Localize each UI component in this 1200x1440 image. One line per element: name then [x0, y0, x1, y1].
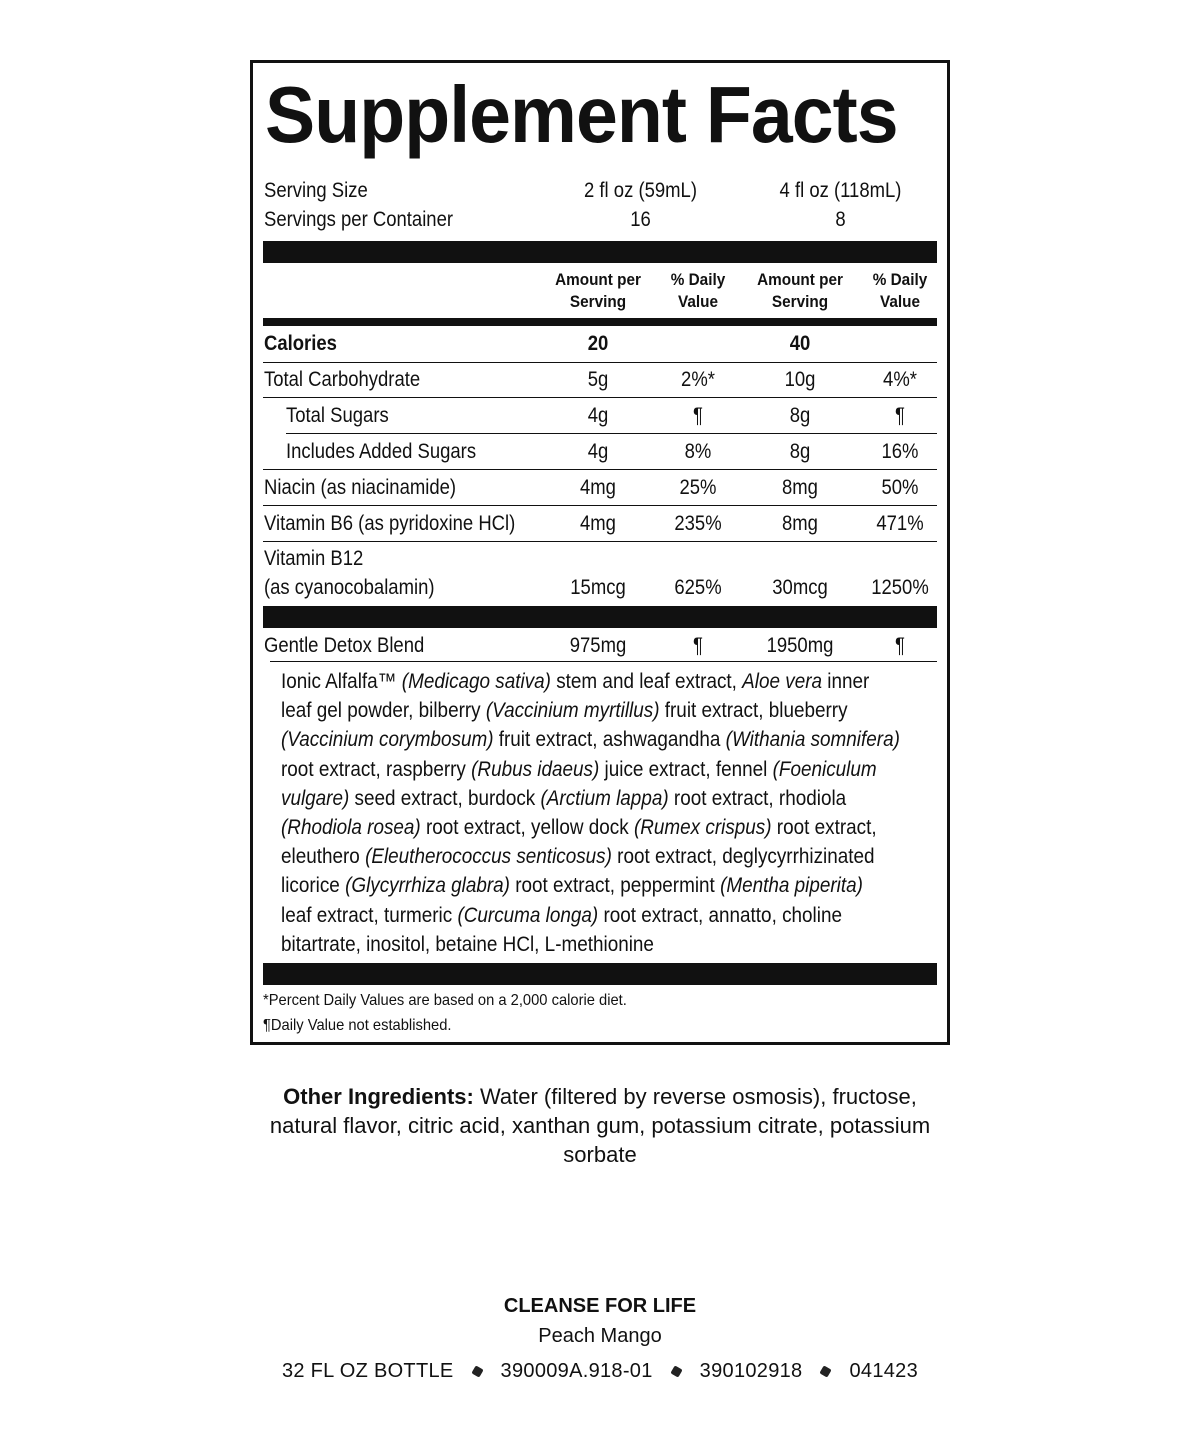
blend-name: Gentle Detox Blend [264, 634, 425, 657]
blend-line: bitartrate, inositol, betaine HCl, L-methionine [281, 932, 654, 956]
row-dv-1: ¶ [693, 404, 703, 427]
row-name: Vitamin B12 [264, 547, 364, 570]
product-meta [0, 1358, 1200, 1384]
bottle-size: 32 FL OZ BOTTLE [281, 1360, 454, 1382]
blend-line: vulgare) seed extract, burdock (Arctium lappa) root extract, rhodiola [281, 786, 847, 810]
row-amount-2: 8g [789, 404, 811, 427]
blend-line: (Rhodiola rosea) root extract, yellow dock (Rumex crispus) root extract, [281, 816, 877, 840]
blend-ingredients [281, 667, 929, 959]
blend-dv-1: ¶ [693, 634, 703, 657]
row-name: Total Sugars [286, 404, 389, 427]
header-divider [263, 318, 937, 326]
blend-line: leaf gel powder, bilberry (Vaccinium myrtillus) fruit extract, blueberry [281, 699, 848, 723]
row-divider [286, 433, 937, 434]
col-dv-1: % Daily Value [670, 270, 726, 311]
other-ingredients-label: Other Ingredients: [283, 1084, 474, 1109]
row-amount-1: 4g [587, 440, 609, 463]
product-code: 390009A.918-01 [500, 1360, 653, 1382]
row-name: Total Carbohydrate [264, 368, 421, 391]
separator-dot-icon [670, 1366, 682, 1378]
row-name-line2: (as cyanocobalamin) [264, 576, 435, 599]
blend-line: eleuthero (Eleutherococcus senticosus) root extract, deglycyrrhizinated [281, 845, 875, 869]
supplement-facts-panel [250, 60, 950, 1045]
footnote-not-established: ¶Daily Value not established. [263, 1017, 452, 1034]
col-amount-1: Amount per Serving [555, 270, 641, 311]
row-amount-2: 30mcg [772, 576, 828, 599]
row-divider [270, 661, 937, 662]
row-amount-2: 40 [789, 332, 811, 355]
row-amount-1: 4mg [580, 476, 616, 499]
separator-dot-icon [820, 1366, 832, 1378]
thick-divider [263, 606, 937, 628]
blend-line: Ionic Alfalfa™ (Medicago sativa) stem and leaf extract, Aloe vera inner [281, 670, 870, 693]
separator-dot-icon [471, 1366, 483, 1378]
other-ingredients [260, 1082, 940, 1169]
servings-per-container-1: 16 [630, 208, 651, 231]
product-flavor: Peach Mango [538, 1325, 662, 1347]
col-amount-2: Amount per Serving [757, 270, 843, 311]
thick-divider [263, 963, 937, 985]
row-name: Calories [264, 332, 337, 355]
row-name: Vitamin B6 (as pyridoxine HCl) [264, 512, 516, 535]
row-dv-2: 50% [881, 476, 919, 499]
serving-size-2: 4 fl oz (118mL) [779, 179, 902, 202]
row-amount-2: 8g [789, 440, 811, 463]
row-dv-1: 625% [674, 576, 722, 599]
servings-per-container-label: Servings per Container [264, 208, 454, 231]
blend-line: root extract, raspberry (Rubus idaeus) juice extract, fennel (Foeniculum [281, 757, 877, 781]
thick-divider [263, 241, 937, 263]
row-dv-2: 1250% [871, 576, 929, 599]
panel-title: Supplement Facts [265, 70, 898, 159]
row-amount-1: 4mg [580, 512, 616, 535]
row-amount-1: 15mcg [570, 576, 626, 599]
row-dv-1: 235% [674, 512, 722, 535]
product-code: 041423 [849, 1360, 919, 1382]
servings-per-container-2: 8 [835, 208, 846, 231]
blend-amount-2: 1950mg [766, 634, 834, 657]
product-name: CLEANSE FOR LIFE [503, 1295, 697, 1317]
row-amount-1: 5g [587, 368, 609, 391]
row-divider [263, 362, 937, 363]
row-divider [263, 469, 937, 470]
row-divider [263, 505, 937, 506]
row-divider [263, 541, 937, 542]
row-dv-2: 16% [881, 440, 919, 463]
row-amount-2: 8mg [782, 512, 818, 535]
blend-amount-1: 975mg [569, 634, 627, 657]
footnote-daily-values: *Percent Daily Values are based on a 2,000 calorie diet. [263, 992, 627, 1009]
row-divider [263, 397, 937, 398]
blend-line: leaf extract, turmeric (Curcuma longa) root extract, annatto, choline [281, 903, 842, 927]
col-dv-2: % Daily Value [872, 270, 928, 311]
blend-line: licorice (Glycyrrhiza glabra) root extract, peppermint (Mentha piperita) [281, 874, 863, 898]
product-code: 390102918 [699, 1360, 803, 1382]
row-dv-2: 4%* [883, 368, 917, 391]
row-dv-2: ¶ [895, 404, 905, 427]
row-amount-2: 10g [784, 368, 816, 391]
row-amount-1: 20 [587, 332, 609, 355]
row-name: Niacin (as niacinamide) [264, 476, 457, 499]
row-dv-1: 8% [684, 440, 712, 463]
serving-size-1: 2 fl oz (59mL) [584, 179, 697, 202]
blend-line: (Vaccinium corymbosum) fruit extract, ashwagandha (Withania somnifera) [281, 728, 900, 752]
row-dv-1: 2%* [681, 368, 715, 391]
row-name: Includes Added Sugars [286, 440, 477, 463]
row-amount-2: 8mg [782, 476, 818, 499]
row-amount-1: 4g [587, 404, 609, 427]
row-dv-2: 471% [876, 512, 924, 535]
blend-dv-2: ¶ [895, 634, 905, 657]
other-ingredients-text: Water (filtered by reverse osmosis), fructose, natural flavor, citric acid, xanthan gum, potassium citrate, potassium sorbate [269, 1084, 931, 1167]
row-dv-1: 25% [679, 476, 717, 499]
serving-size-label: Serving Size [264, 179, 368, 202]
